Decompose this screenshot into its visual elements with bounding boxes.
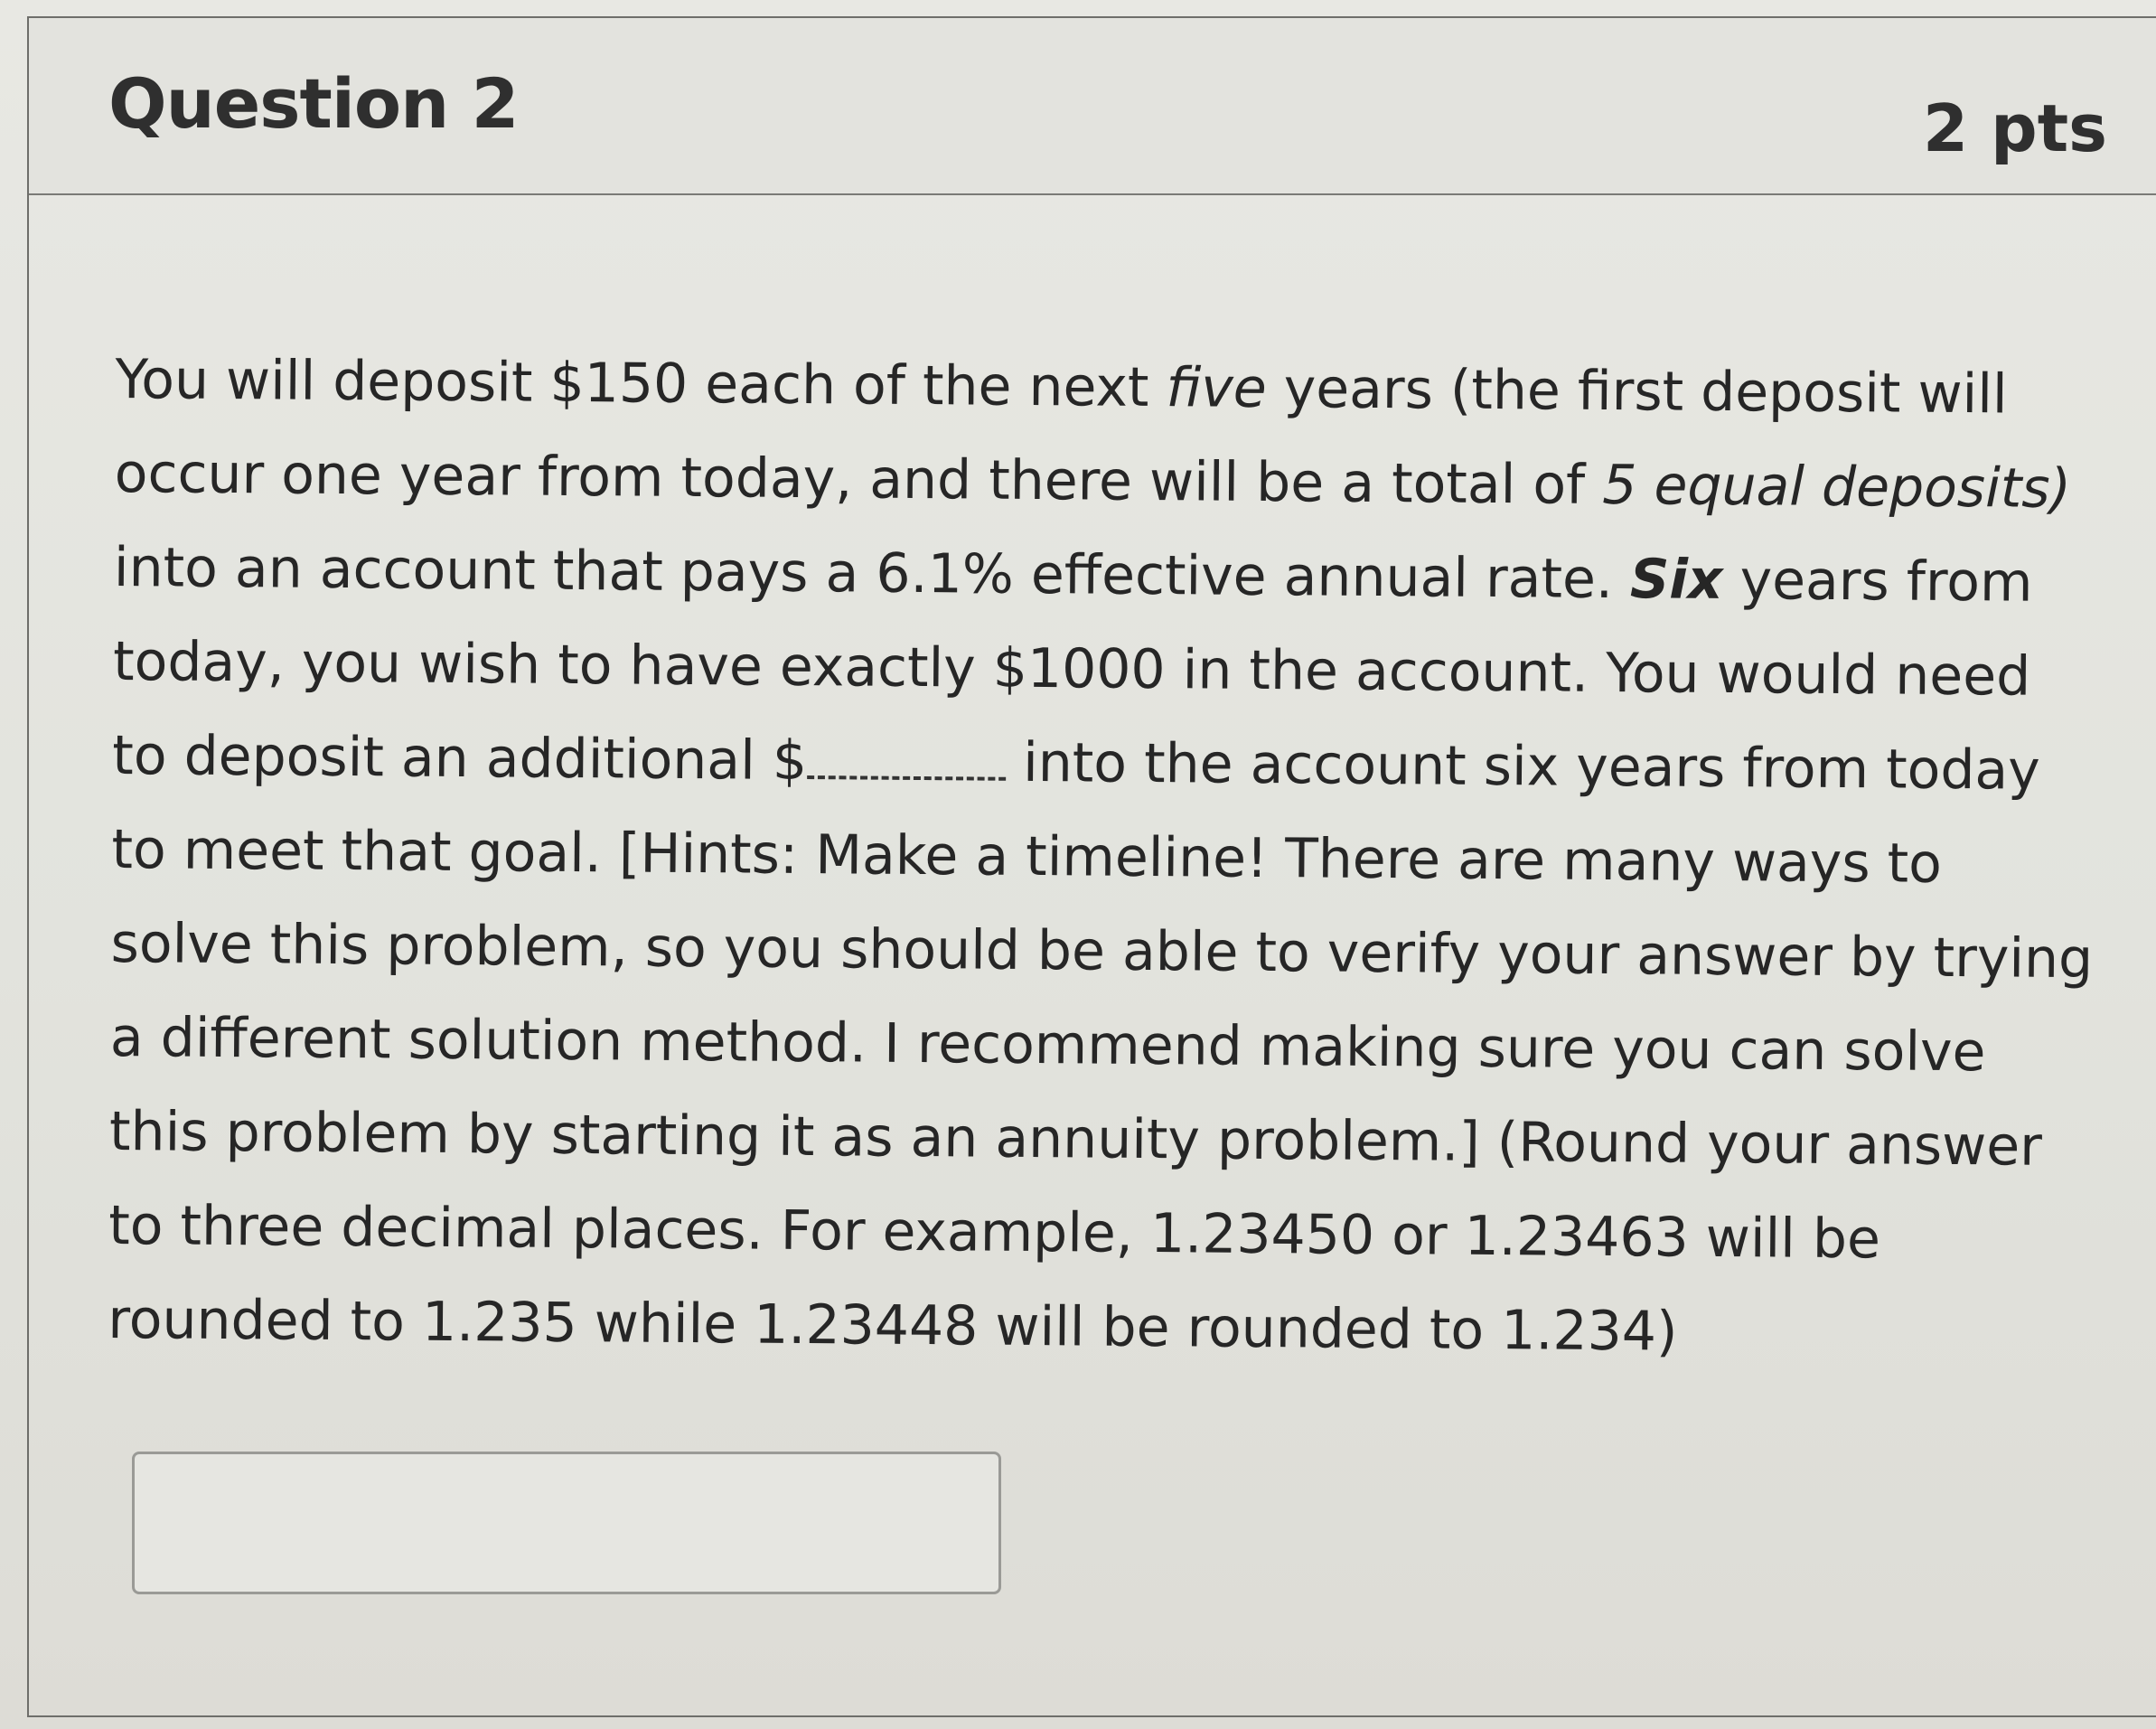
question-header bbox=[29, 18, 2156, 195]
question-text-emphasis-five: five bbox=[1166, 356, 1267, 421]
question-text-part4: years from today, you wish to have exactly $1000 in the account. You would need to deposit an additional $ bbox=[112, 548, 2033, 794]
question-text-part5: into the account six years from today to meet that goal. [Hints: Make a timeline! There are many ways to solve this problem, so you should be able to verify your answer by trying a different solution method. I recommend making sure you can solve this problem by starting it as an annuity problem.] (Round your answer to three decimal places. For example, 1.23450 or 1.23463 will be rounded to 1.235 while 1.23448 will be rounded to 1.234) bbox=[108, 730, 2094, 1364]
question-text-emphasis-deposits: 5 equal deposits) bbox=[1601, 453, 2072, 521]
answer-input[interactable] bbox=[132, 1452, 1001, 1594]
question-text bbox=[108, 333, 2104, 1382]
question-points: 2 pts bbox=[1923, 90, 2107, 166]
question-title: Question 2 bbox=[108, 63, 519, 144]
question-text-part2: years (the first deposit will occur one year from today, and there will be a total of bbox=[114, 357, 2008, 517]
question-paragraph bbox=[108, 333, 2104, 1382]
question-text-part3: into an account that pays a 6.1% effective annual rate. bbox=[113, 535, 1631, 612]
question-text-emphasis-six: Six bbox=[1629, 548, 1723, 612]
question-text-part1: You will deposit $150 each of the next bbox=[115, 347, 1167, 420]
inline-answer-blank bbox=[807, 725, 1006, 781]
question-card bbox=[27, 16, 2156, 1717]
